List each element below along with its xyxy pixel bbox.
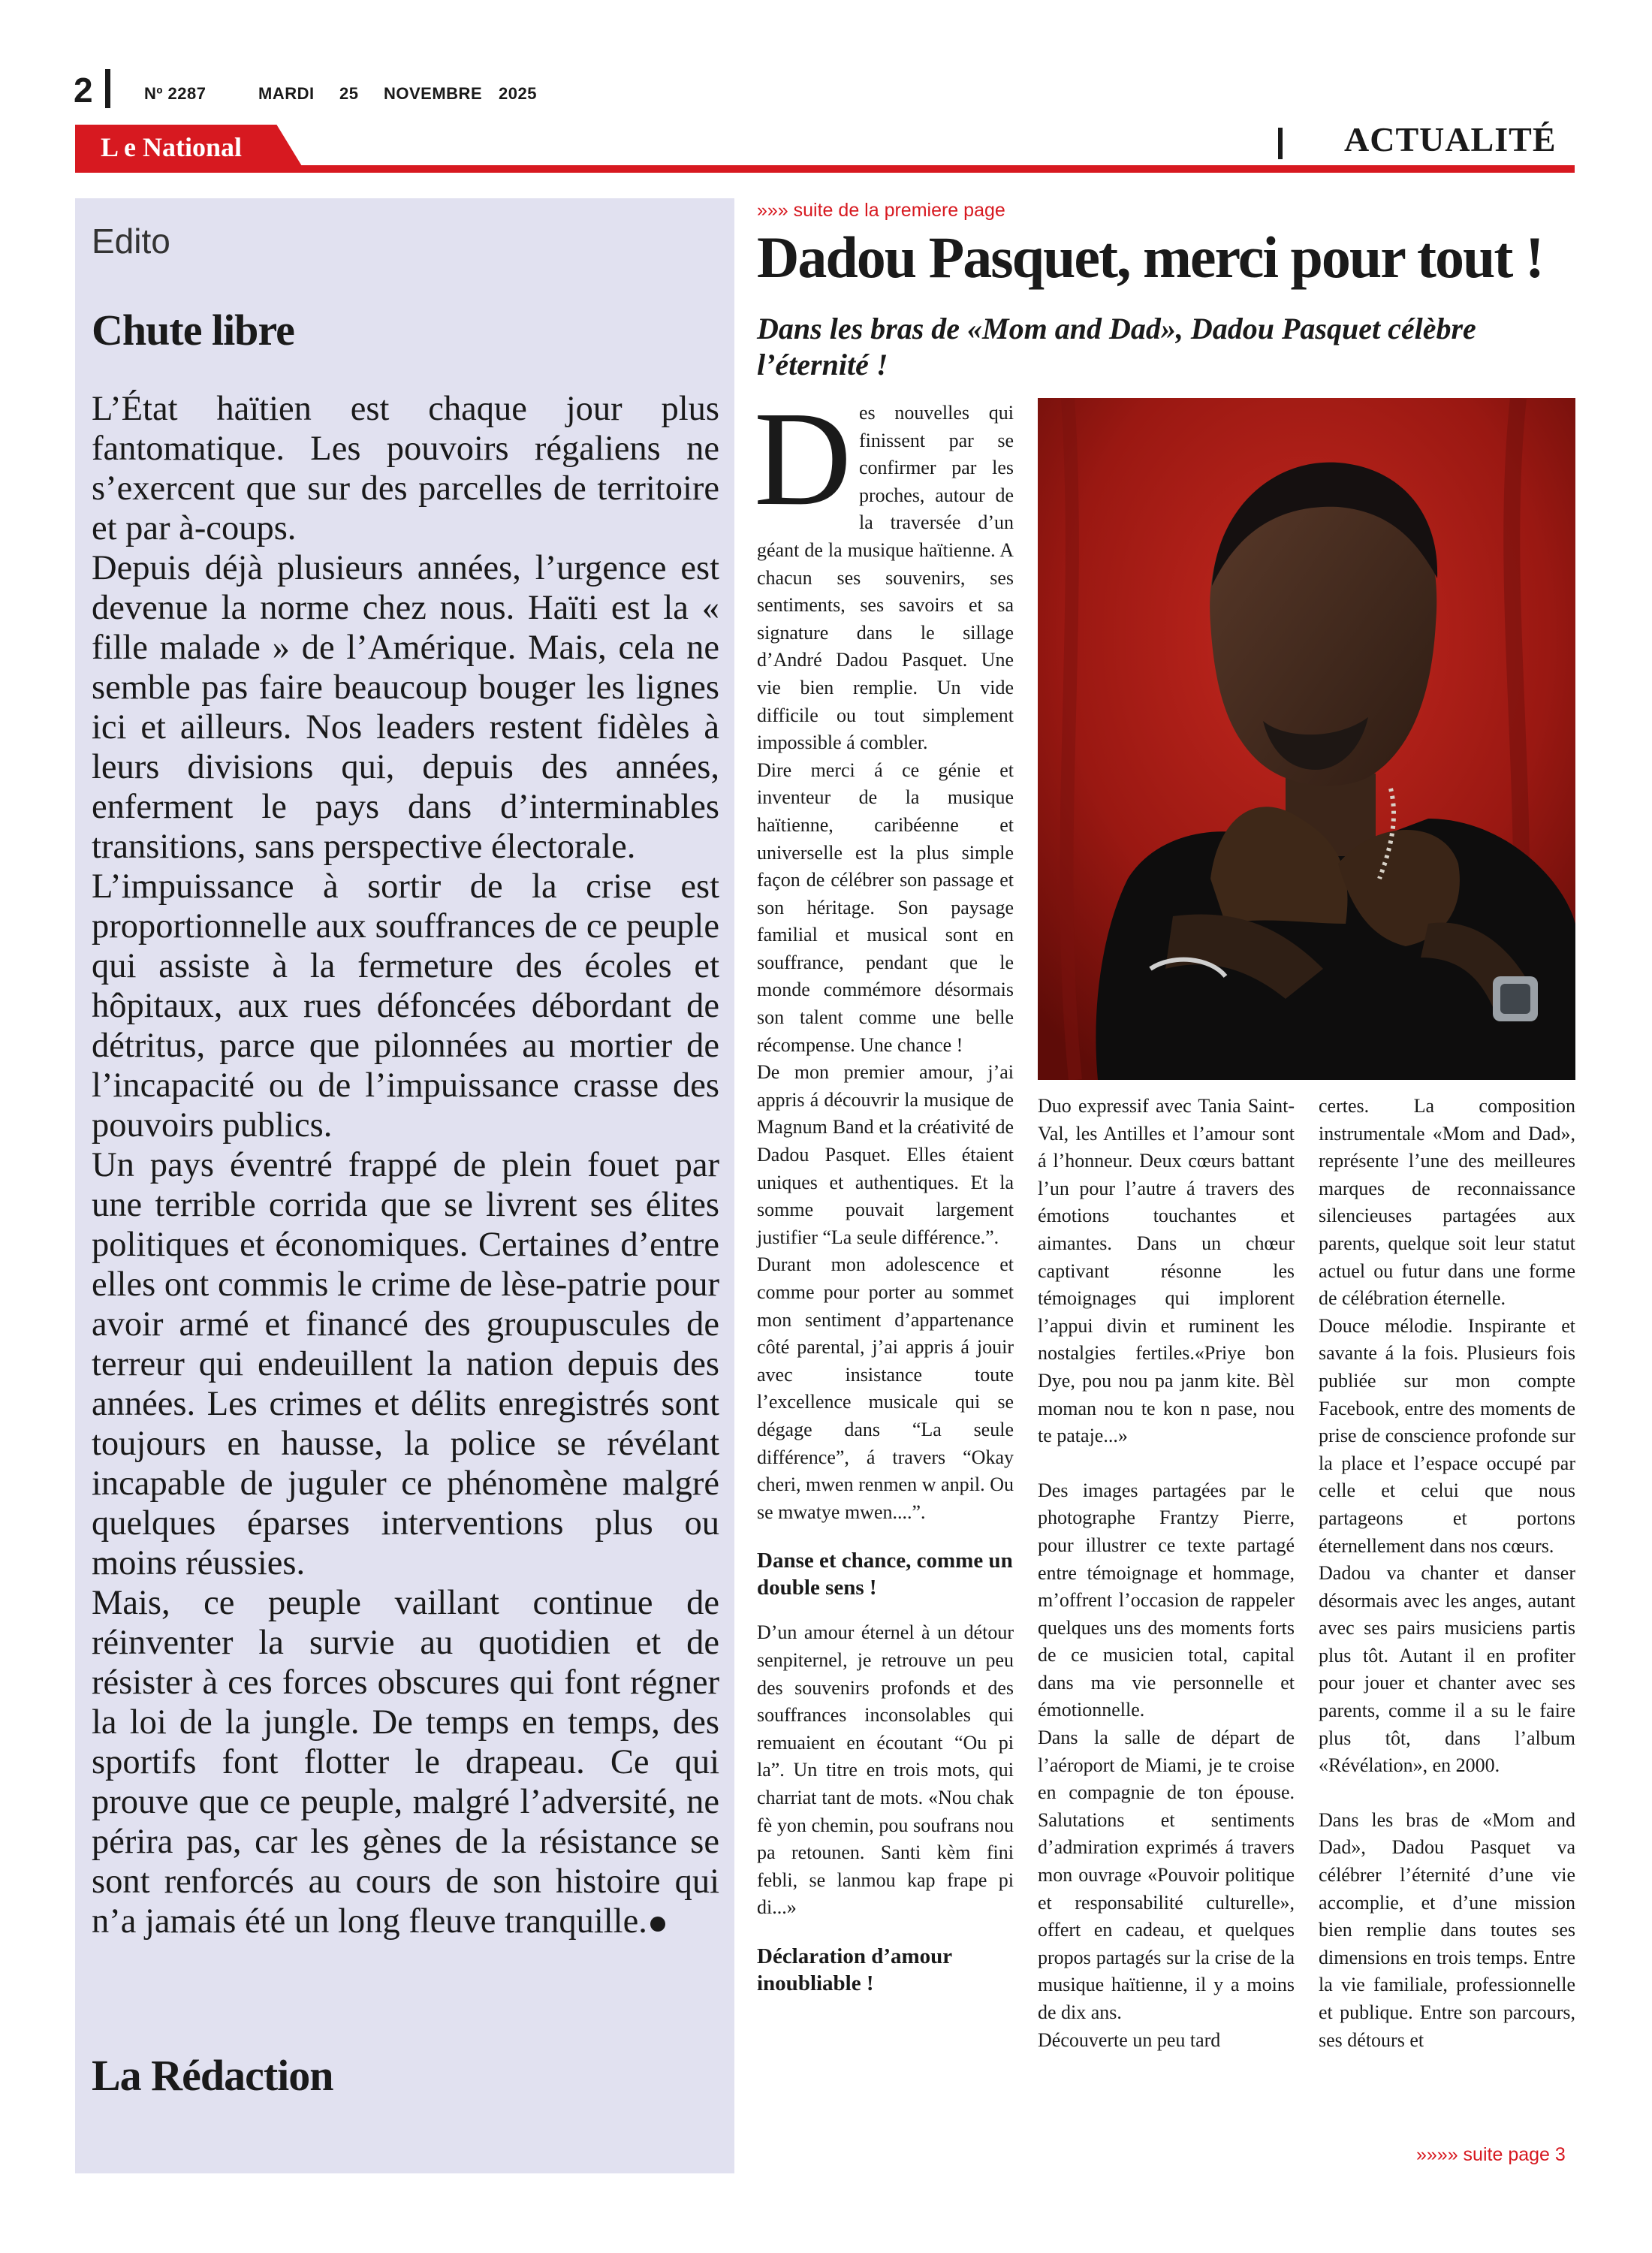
article-column-3 — [1319, 1093, 1575, 2054]
article-paragraph-text: es nouvelles qui finissent par se confirmer par les proches, autour de la traversée d’un géant de la musique haïtienne. A chacun ses souvenirs, ses sentiments, ses savoirs et sa signature dans le sillage d’André Dadou Pasquet. Une vie bien remplie. Un vide difficile ou tout simplement impossible á combler. — [757, 402, 1014, 754]
continued-from-kicker: »»» suite de la premiere page — [757, 200, 1005, 221]
article-paragraph — [754, 384, 1014, 757]
edito-paragraph-text: Mais, ce peuple vaillant continue de réinventer la survie au quotidien et de résister à ces forces obscures qui font régner la loi de la jungle. De temps en temps, des sportifs font flotter le drapeau. Ce qui prouve que ce peuple, malgré l’adversité, ne périra pas, car les gènes de la résistance se sont renforcés au cours de son histoire qui n’a jamais été un long fleuve tranquille. — [92, 1584, 719, 1941]
edito-body — [92, 389, 719, 1941]
article-headline: Dadou Pasquet, merci pour tout ! — [757, 225, 1543, 290]
issue-month: NOVEMBRE — [384, 84, 483, 103]
section-divider — [1278, 128, 1283, 159]
article-paragraph: Découverte un peu tard — [1038, 2028, 1221, 2051]
paragraph-gap — [1038, 1450, 1295, 1477]
edito-signature: La Rédaction — [92, 2051, 333, 2100]
article-paragraph: Dans les bras de «Mom and Dad», Dadou Pasquet va célébrer l’éternité d’une vie accomplie, et d’une mission bien remplie dans toutes ses dimensions en trois temps. Entre la vie familiale, professionnelle et publique. Entre son parcours, ses détours et — [1319, 1808, 1575, 2051]
section-title: ACTUALITÉ — [1344, 120, 1557, 158]
portrait-illustration — [1038, 398, 1575, 1080]
article-subhead: Danse et chance, comme un double sens ! — [757, 1549, 1013, 1600]
article-paragraph: Durant mon adolescence et comme pour porter au sommet mon sentiment d’appartenance côté parental, j’ai appris á jouir avec insistance toute l’excellence musicale qui se dégage dans “La seule différence”, á travers “Okay cheri, mwen renmen w anpil. Ou se mwatye mwen....”. — [757, 1253, 1014, 1523]
page-number: 2 — [74, 71, 93, 110]
end-mark-icon — [650, 1917, 665, 1932]
article-subhead: Déclaration d’amour inoubliable ! — [757, 1944, 952, 1995]
edito-title: Chute libre — [92, 306, 294, 354]
article-paragraph: De mon premier amour, j’ai appris á découvrir la musique de Magnum Band et la créativité de Dadou Pasquet. Elles étaient uniques et authentiques. Et la somme pouvait largement justifier “La seule différence.”. — [757, 1061, 1014, 1248]
article-column-2 — [1038, 1093, 1295, 2054]
header-rule — [75, 165, 1575, 173]
article-paragraph: Des images partagées par le photographe Frantzy Pierre, pour illustrer ce texte partagé entre témoignage et hommage, m’offrent l’occasion de rappeler quelques uns des moments forts de ce musicien total, capital dans ma vie personnelle et émotionnelle. — [1038, 1479, 1295, 1721]
article-standfirst: Dans les bras de «Mom and Dad», Dadou Pasquet célèbre l’éternité ! — [757, 312, 1476, 382]
drop-cap: D — [754, 384, 852, 533]
article-paragraph: Dire merci á ce génie et inventeur de la musique haïtienne, caribéenne et universelle est la plus simple façon de célébrer son passage et son héritage. Son paysage familial et musical sont en souffrance, pendant que le monde commémore désormais son talent comme une belle récompense. Une chance ! — [757, 759, 1014, 1056]
edito-paragraph: Un pays éventré frappé de plein fouet par une terrible corrida que se livrent ses élites politiques et économiques. Certaines d’entre elles ont commis le crime de lèse-patrie pour avoir armé et financé des groupuscules de terreur qui endeuillent la nation depuis des années. Les crimes et délits enregistrés sont toujours en hausse, la police se révélant incapable de juguler ce phénomène malgré quelques éparses interventions plus ou moins réussies. — [92, 1146, 719, 1582]
article-paragraph: certes. La composition instrumentale «Mom and Dad», représente l’une des meilleures marques de reconnaissance silencieuses partagées aux parents, quelque soit leur statut actuel ou futur dans une forme de célébration éternelle. — [1319, 1095, 1575, 1310]
issue-date-number: 25 — [339, 84, 359, 103]
edito-kicker: Edito — [92, 222, 170, 261]
edito-paragraph: L’impuissance à sortir de la crise est proportionnelle aux souffrances de ce peuple qui assiste à la fermeture des écoles et hôpitaux, aux rues défoncées débordant de détritus, parce que pilonnées au mortier de l’incapacité ou de l’impuissance crasse des pouvoirs publics. — [92, 867, 719, 1145]
article-paragraph: Dadou va chanter et danser désormais avec les anges, autant avec ses pairs musiciens partis plus tôt. Autant il en profiter pour jouer et chanter avec ses parents, comme il a su le faire plus tôt, dans l’album «Révélation», en 2000. — [1319, 1562, 1575, 1777]
article-paragraph: Dans la salle de départ de l’aéroport de Miami, je te croise en compagnie de ton épouse. Salutations et sentiments d’admiration exprimés á travers mon ouvrage «Pouvoir politique et responsabilité culturelle», offert en cadeau, et quelques propos partagés sur la crise de la musique haïtienne, il y a moins de dix ans. — [1038, 1727, 1295, 2023]
edito-paragraph: Depuis déjà plusieurs années, l’urgence est devenue la norme chez nous. Haïti est la « fille malade » de l’Amérique. Mais, cela ne semble pas faire beaucoup bouger les lignes ici et ailleurs. Nos leaders restent fidèles à leurs divisions qui, depuis des années, enferment le pays dans d’interminables transitions, sans perspective électorale. — [92, 549, 719, 866]
issue-year: 2025 — [499, 84, 537, 103]
article-paragraph: Douce mélodie. Inspirante et savante á la fois. Plusieurs fois publiée sur mon compte Facebook, entre des moments de prise de conscience profonde sur la place et l’espace occupé par celle et celui que nous partageons et portons éternellement dans nos cœurs. — [1319, 1314, 1575, 1557]
issue-number: Nº 2287 — [144, 84, 206, 103]
edito-paragraph-last — [92, 1583, 719, 1941]
brand-name: L e National — [101, 132, 243, 162]
article-paragraph: D’un amour éternel à un détour senpiternel, je retrouve un peu des souvenirs profonds et des souffrances inconsolables qui remuaient en écoutant “Ou pi la”. Un titre en trois mots, qui charriat tant de mots. «Nou chak fè yon chemin, pou soufrans nou pa retounen. Santi kèm fini febli, se lanmou kap frape pi di...» — [757, 1621, 1014, 1919]
article-column-1 — [754, 384, 1014, 2015]
continued-on-link[interactable]: »»»» suite page 3 — [1416, 2144, 1566, 2165]
issue-day: MARDI — [258, 84, 315, 103]
edito-paragraph: L’État haïtien est chaque jour plus fantomatique. Les pouvoirs régaliens ne s’exercent que sur des parcelles de territoire et par à-coups. — [92, 390, 719, 547]
paragraph-gap — [1319, 1780, 1575, 1807]
page-number-divider — [105, 69, 110, 108]
article-paragraph: Duo expressif avec Tania Saint-Val, les Antilles et l’amour sont á l’honneur. Deux cœurs battant l’un pour l’autre á travers des émotions touchantes et aimantes. Dans un chœur captivant résonne les témoignages qui implorent l’appui divin et ruminent les nostalgies fertiles.«Priye bon Dye, pou nou pa janm kite. Bèl moman nou te kon n pase, nou te pataje...» — [1038, 1095, 1295, 1447]
portrait-photo — [1038, 398, 1575, 1080]
